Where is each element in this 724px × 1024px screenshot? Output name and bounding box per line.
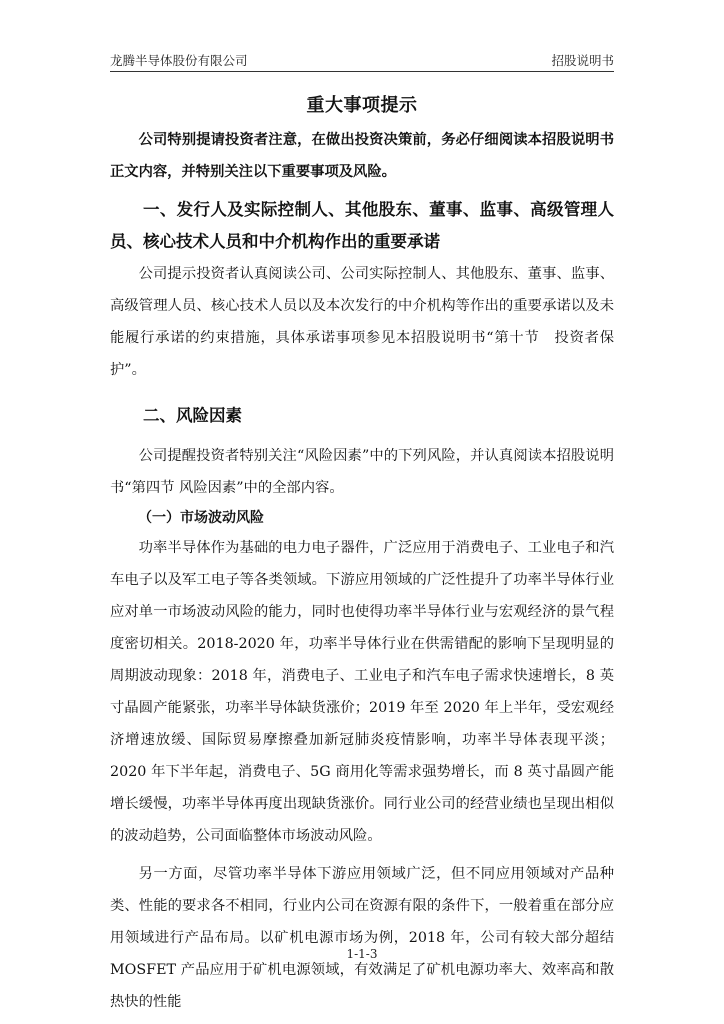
page-number: 1-1-3: [346, 947, 378, 961]
page-header: [110, 49, 614, 72]
section2-heading: 二、风险因素: [143, 406, 242, 425]
page-title: 重大事项提示: [306, 95, 418, 116]
subsection1-heading: （一）市场波动风险: [138, 510, 264, 526]
section1-body: 公司提示投资者认真阅读公司、公司实际控制人、其他股东、董事、监事、高级管理人员、核心技术人员以及本次发行的中介机构等作出的重要承诺以及未能履行承诺的约束措施，具体承诺事项参见本招股说明书“第十节 投资者保护”。: [110, 266, 614, 378]
document-body: [110, 124, 614, 1018]
header-company: 龙腾半导体股份有限公司: [110, 53, 248, 68]
subsection1-para1: 功率半导体作为基础的电力电子器件，广泛应用于消费电子、工业电子和汽车电子以及军工电子等各类领域。下游应用领域的广泛性提升了功率半导体行业应对单一市场波动风险的能力，同时也使得功率半导体行业与宏观经济的景气程度密切相关。2018-2020 年，功率半导体行业在供需错配的影响下呈现明显的周期波动现象：2018 年，消费电子、工业电子和汽车电子需求快速增长，8 英寸晶圆产能紧张，功率半导体缺货涨价；2019 年至 2020 年上半年，受宏观经济增速放缓、国际贸易摩擦叠加新冠肺炎疫情影响，功率半导体表现平淡；2020 年下半年起，消费电子、5G 商用化等需求强势增长，而 8 英寸晶圆产能增长缓慢，功率半导体再度出现缺货涨价。同行业公司的经营业绩也呈现出相似的波动趋势，公司面临整体市场波动风险。: [110, 540, 614, 844]
intro-paragraph: 公司特别提请投资者注意，在做出投资决策前，务必仔细阅读本招股说明书正文内容，并特别关注以下重要事项及风险。: [110, 132, 614, 180]
section2-body: 公司提醒投资者特别关注“风险因素”中的下列风险，并认真阅读本招股说明书“第四节 风险因素”中的全部内容。: [110, 448, 614, 496]
section1-heading: 一、发行人及实际控制人、其他股东、董事、监事、高级管理人员、核心技术人员和中介机构作出的重要承诺: [110, 200, 614, 251]
header-doc-type: 招股说明书: [551, 53, 614, 68]
subsection1-para2: 另一方面，尽管功率半导体下游应用领域广泛，但不同应用领域对产品种类、性能的要求各不相同，行业内公司在资源有限的条件下，一般着重在部分应用领域进行产品布局。以矿机电源市场为例，2018 年，公司有较大部分超结 MOSFET 产品应用于矿机电源领域，有效满足了矿机电源功率大、效率高和散热快的性能: [110, 866, 614, 1010]
